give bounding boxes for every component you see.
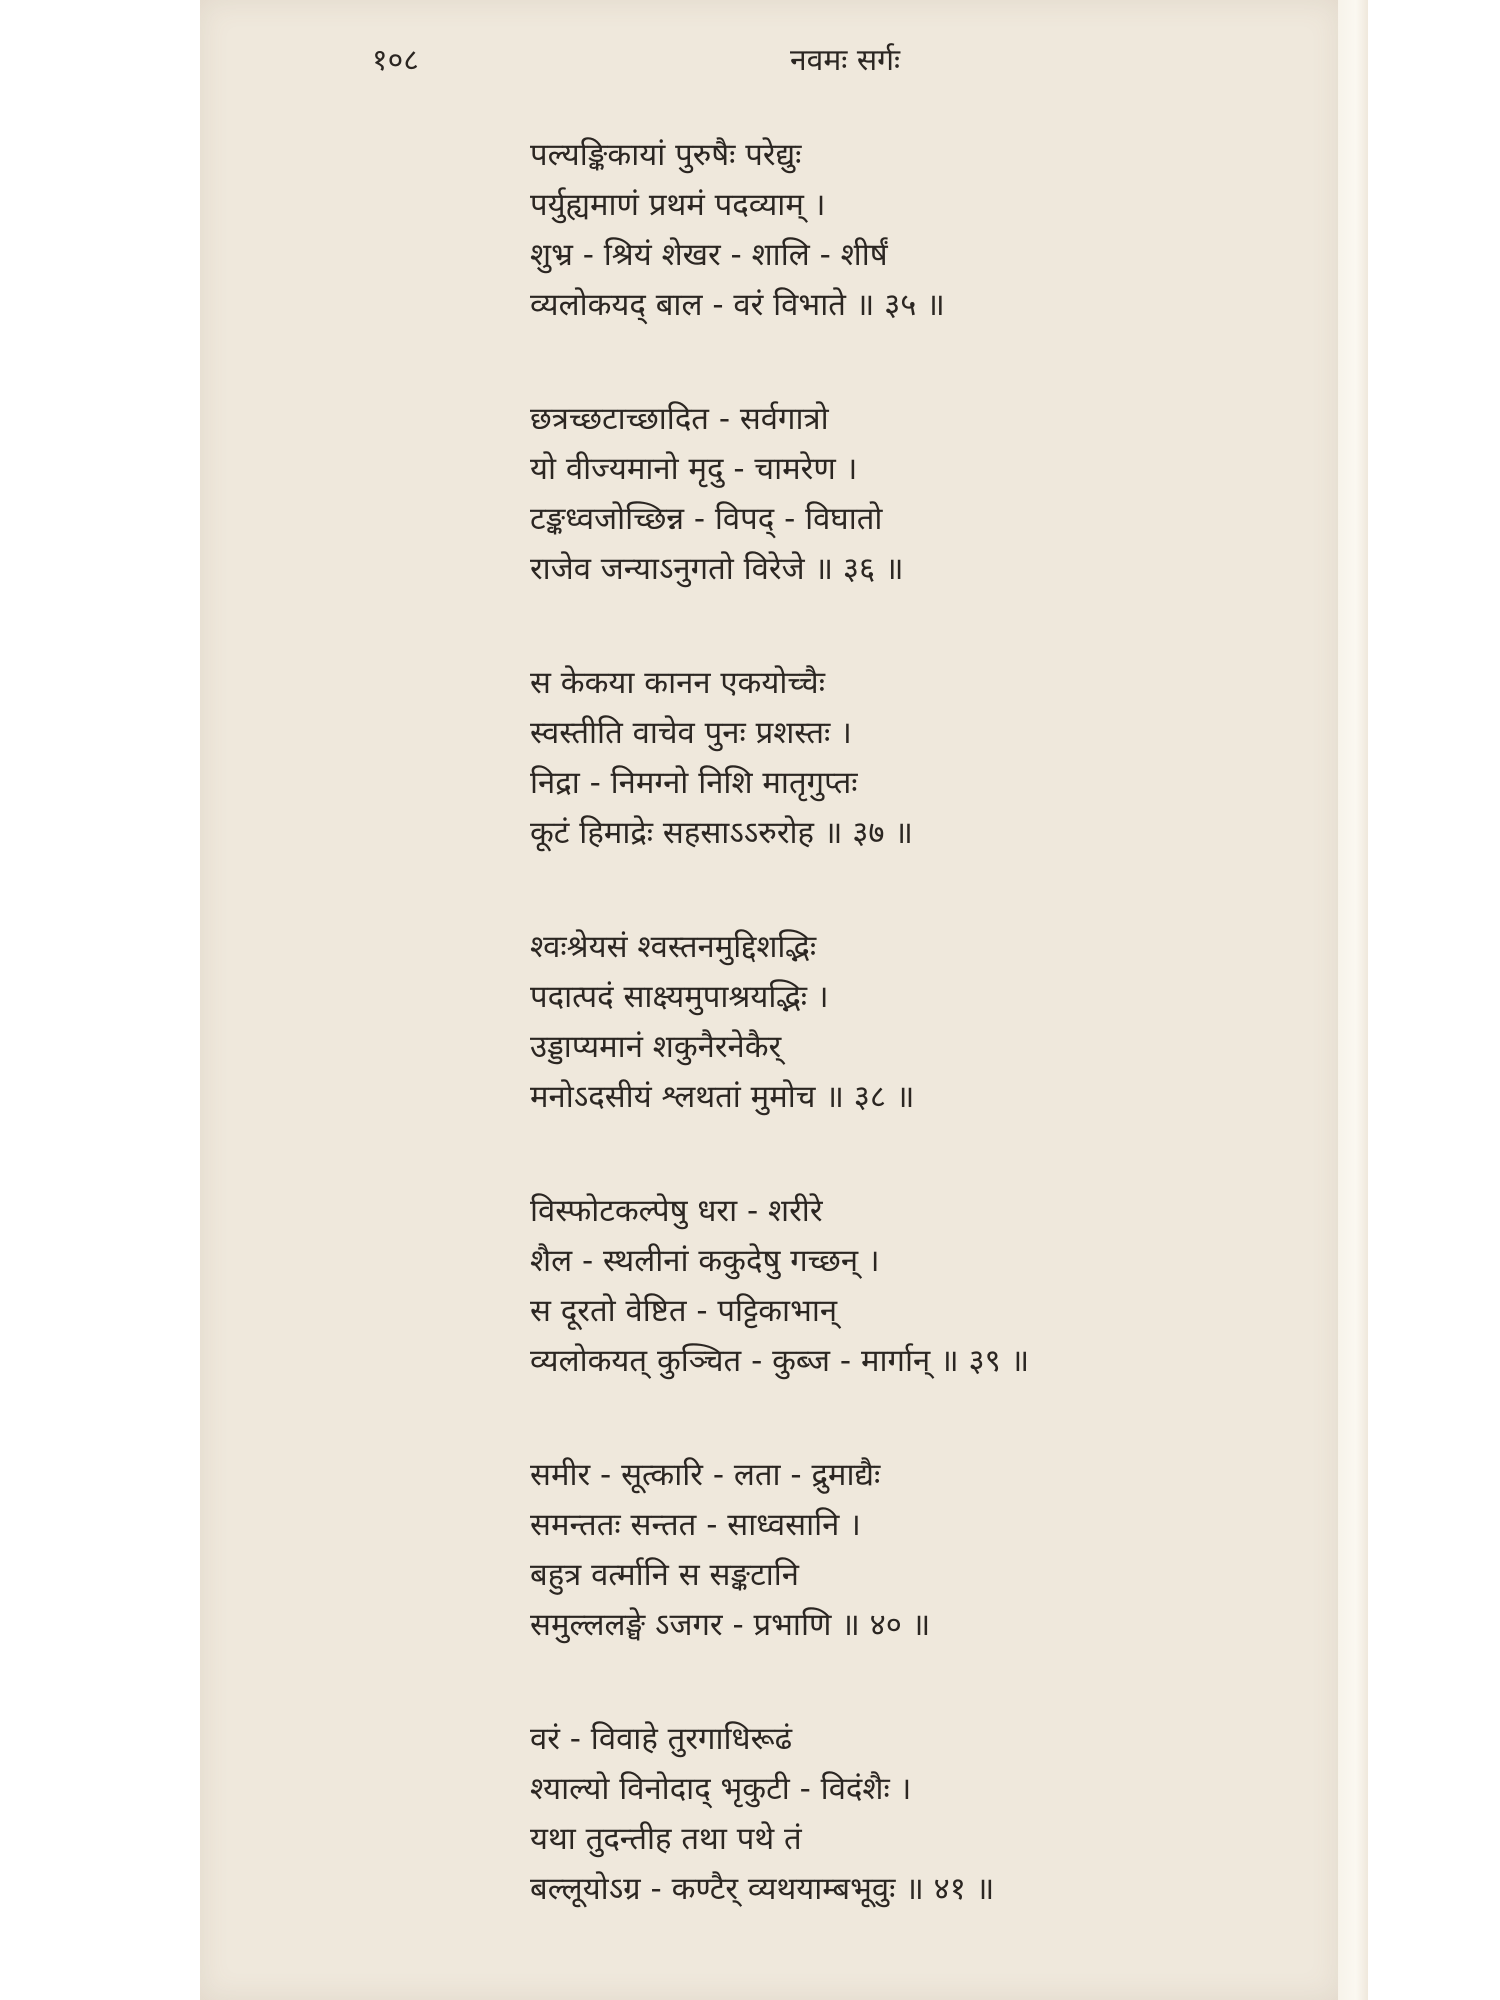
verse-line: निद्रा - निमग्नो निशि मातृगुप्तः [530,765,858,801]
verse-line: टङ्कध्वजोच्छिन्न - विपद् - विघातो [530,501,883,537]
canto-title: नवमः सर्गः [790,43,901,78]
verse-line: यथा तुदन्तीह तथा पथे तं [530,1821,802,1857]
verse-line: कूटं हिमाद्रेः सहसाऽऽरुरोह ॥ ३७ ॥ [530,815,913,851]
verse-line: उड्डाप्यमानं शकुनैरनेकैर् [530,1029,782,1065]
verse-line: समन्ततः सन्तत - साध्वसानि । [530,1507,861,1543]
verse-line: विस्फोटकल्पेषु धरा - शरीरे [530,1193,823,1229]
verse-line: स केकया कानन एकयोच्चैः [530,665,825,701]
verse-line: पल्यङ्किकायां पुरुषैः परेद्युः [530,137,802,173]
verse-line: यो वीज्यमानो मृदु - चामरेण । [530,451,858,487]
stanza-38 [530,922,1170,1122]
page-header [200,38,1340,88]
verse-line: मनोऽदसीयं श्लथतां मुमोच ॥ ३८ ॥ [530,1079,915,1115]
verse-line: स्वस्तीति वाचेव पुनः प्रशस्तः । [530,715,852,751]
verse-line: राजेव जन्याऽनुगतो विरेजे ॥ ३६ ॥ [530,551,904,587]
stanza-37 [530,658,1170,858]
verse-line: समुल्ललङ्घे ऽजगर - प्रभाणि ॥ ४० ॥ [530,1607,931,1643]
book-page [200,0,1340,2000]
stanza-39 [530,1186,1170,1386]
page-number: १०८ [372,43,419,78]
stanza-40 [530,1450,1170,1650]
verse-line: शुभ्र - श्रियं शेखर - शालि - शीर्षं [530,237,888,273]
stanza-35 [530,130,1170,330]
verse-line: पदात्पदं साक्ष्यमुपाश्रयद्भिः । [530,979,829,1015]
verse-line: पर्युह्यमाणं प्रथमं पदव्याम् । [530,187,826,223]
verse-line: छत्रच्छटाच्छादित - सर्वगात्रो [530,401,829,437]
page-gutter [1338,0,1368,2000]
verse-line: व्यलोकयद् बाल - वरं विभाते ॥ ३५ ॥ [530,287,945,323]
verse-line: श्वःश्रेयसं श्वस्तनमुद्दिशद्भिः [530,929,817,965]
verse-line: शैल - स्थलीनां ककुदेषु गच्छन् । [530,1243,880,1279]
verse-line: स दूरतो वेष्टित - पट्टिकाभान् [530,1293,838,1329]
verse-line: समीर - सूत्कारि - लता - द्रुमाद्यैः [530,1457,881,1493]
verse-line: वरं - विवाहे तुरगाधिरूढं [530,1721,793,1757]
stanza-41 [530,1714,1170,1914]
verse-line: श्याल्यो विनोदाद् भृकुटी - विदंशैः । [530,1771,912,1807]
verse-block [530,130,1170,1978]
verse-line: बहुत्र वर्त्मानि स सङ्कटानि [530,1557,800,1593]
verse-line: व्यलोकयत् कुञ्चित - कुब्ज - मार्गान् ॥ ३९ ॥ [530,1343,1030,1379]
stanza-36 [530,394,1170,594]
verse-line: बल्लूयोऽग्र - कण्टैर् व्यथयाम्बभूवुः ॥ ४१ ॥ [530,1871,995,1907]
